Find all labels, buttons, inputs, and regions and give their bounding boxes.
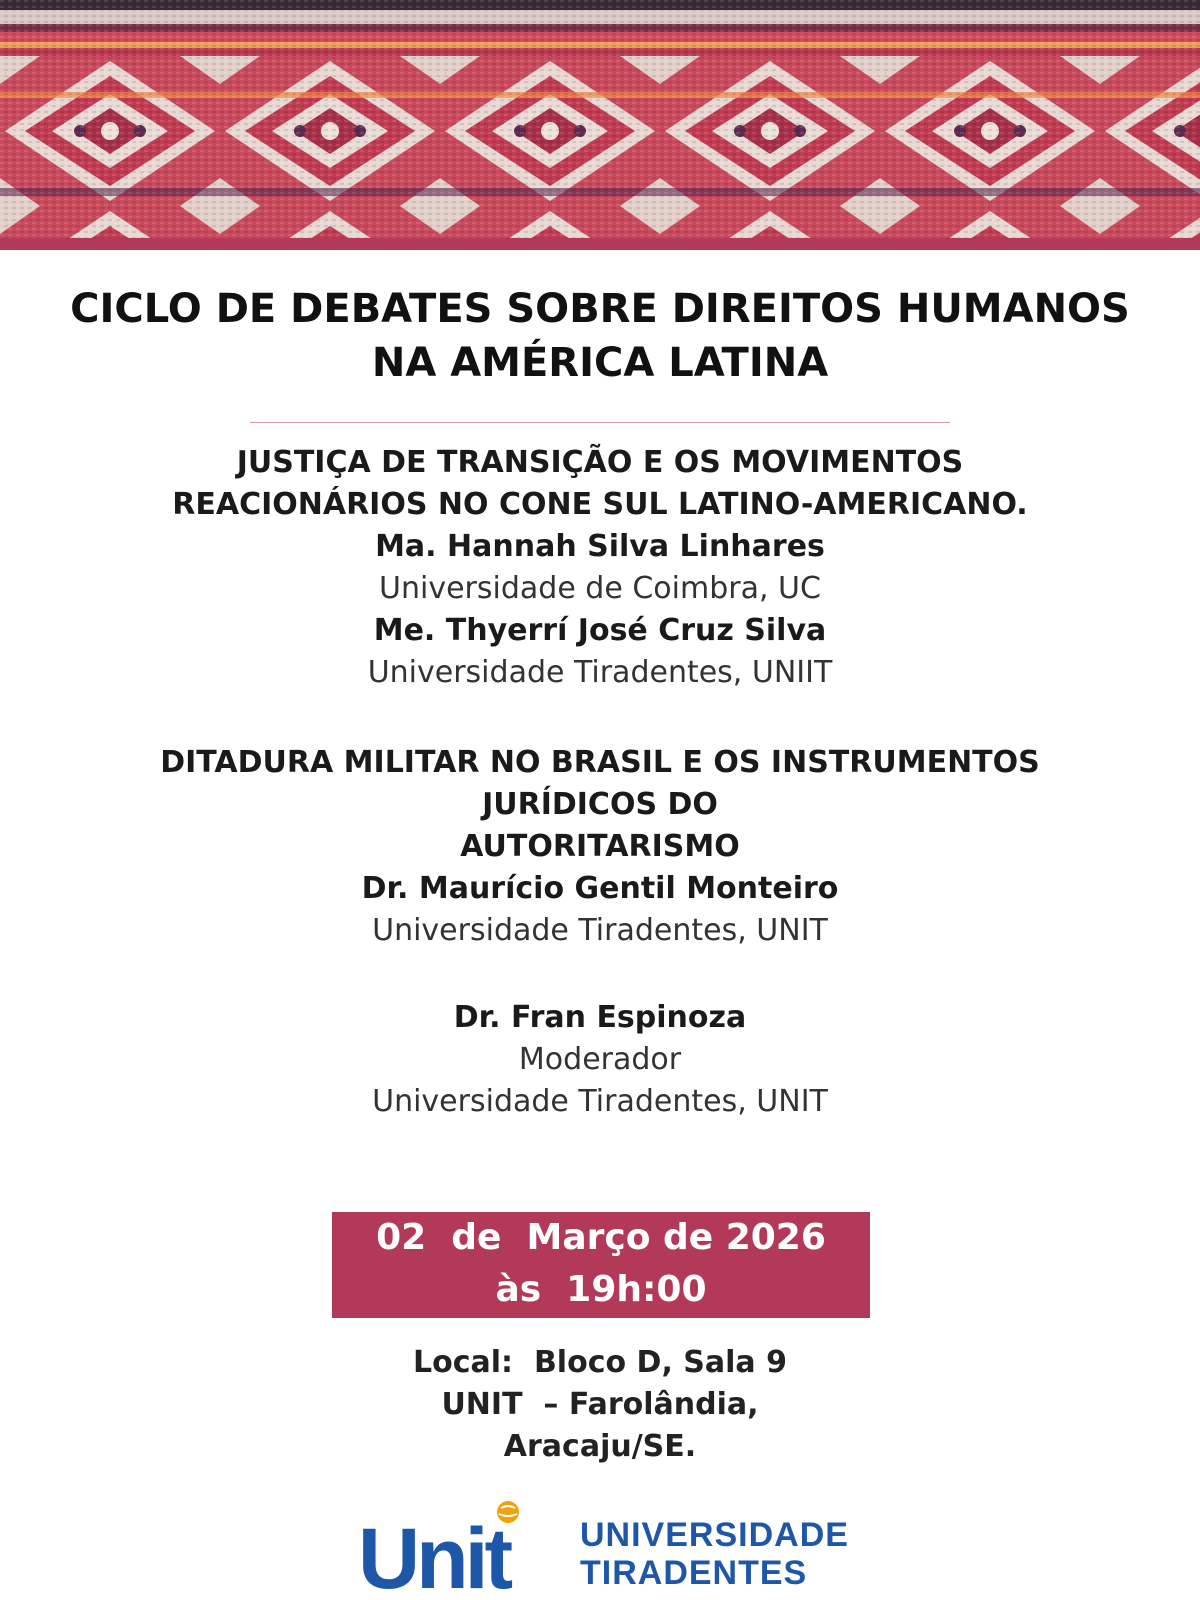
speaker-affiliation: Universidade Tiradentes, UNIIT [367, 655, 833, 690]
textile-pattern-image [0, 0, 1200, 238]
session-2-title-line3: AUTORITARISMO [460, 829, 740, 864]
event-title [0, 282, 1200, 390]
session-1 [0, 442, 1200, 694]
unit-logo [358, 1500, 858, 1596]
speaker-affiliation: Universidade de Coimbra, UC [379, 571, 821, 606]
logo-name-line1: UNIVERSIDADE [580, 1516, 849, 1554]
moderator-name: Dr. Fran Espinoza [453, 1000, 747, 1035]
moderator-block [0, 997, 1200, 1123]
session-2-title-line1: DITADURA MILITAR NO BRASIL E OS INSTRUMENTOS [160, 745, 1040, 780]
divider [250, 422, 950, 423]
session-2-title-line2: JURÍDICOS DO [482, 787, 718, 822]
event-title-line2: NA AMÉRICA LATINA [371, 340, 829, 386]
date-time-box [332, 1212, 870, 1318]
speaker-name: Ma. Hannah Silva Linhares [375, 529, 825, 564]
event-title-line1: CICLO DE DEBATES SOBRE DIREITOS HUMANOS [70, 286, 1130, 332]
event-time: às 19h:00 [495, 1269, 707, 1310]
accent-band [0, 238, 1200, 250]
location-line1: Local: Bloco D, Sala 9 [413, 1345, 787, 1380]
event-date: 02 de Março de 2026 [376, 1217, 826, 1258]
session-1-title-line1: JUSTIÇA DE TRANSIÇÃO E OS MOVIMENTOS [236, 445, 964, 480]
speaker-affiliation: Universidade Tiradentes, UNIT [372, 913, 828, 948]
logo-name-line2: TIRADENTES [580, 1554, 808, 1592]
woven-textile-banner [0, 0, 1200, 238]
unit-logo-name [580, 1516, 849, 1592]
session-1-title-line2: REACIONÁRIOS NO CONE SUL LATINO-AMERICANO. [172, 487, 1028, 522]
location-line2: UNIT – Farolândia, [441, 1387, 759, 1422]
moderator-affiliation: Universidade Tiradentes, UNIT [372, 1084, 828, 1119]
unit-logo-mark [358, 1500, 568, 1596]
moderator-role: Moderador [518, 1042, 682, 1077]
session-2 [0, 742, 1200, 952]
location-line3: Aracaju/SE. [503, 1429, 697, 1464]
unit-logo-wordmark: Unit [358, 1511, 510, 1596]
speaker-name: Me. Thyerrí José Cruz Silva [373, 613, 827, 648]
location-block [0, 1342, 1200, 1468]
speaker-name: Dr. Maurício Gentil Monteiro [361, 871, 839, 906]
